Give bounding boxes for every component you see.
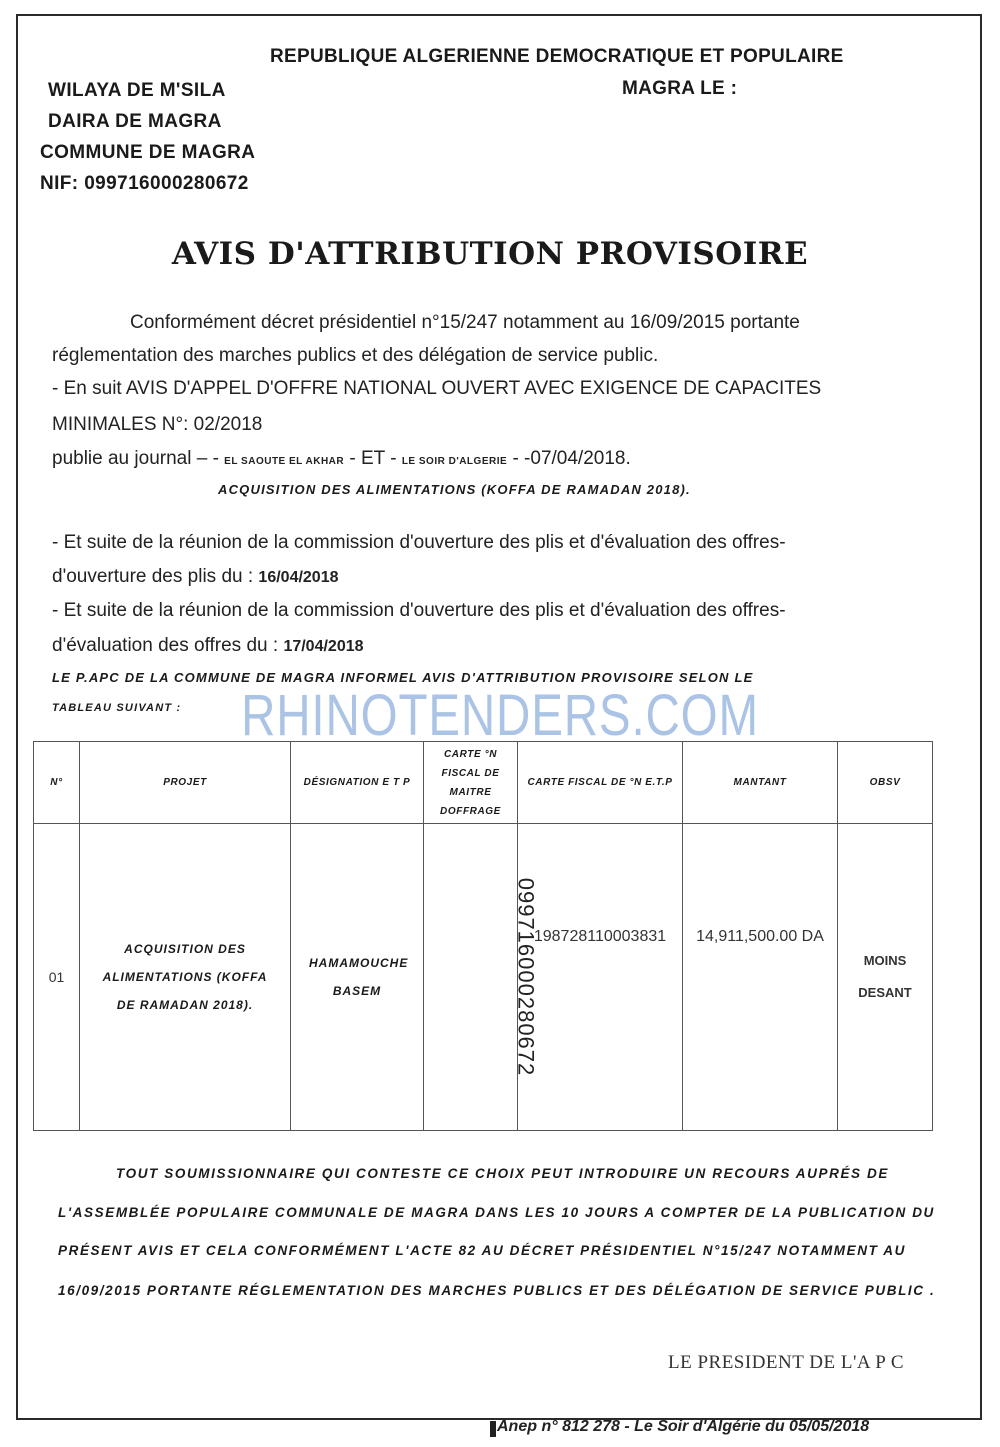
published-date: - -07/04/2018. <box>512 448 631 469</box>
meeting-2-line-a: - Et suite de la réunion de la commission d'ouverture des plis et d'évaluation des offres- <box>52 600 786 621</box>
table-header-row <box>34 742 933 824</box>
inform-line-1: LE P.APC DE LA COMMUNE DE MAGRA INFORMEL AVIS D'ATTRIBUTION PROVISOIRE SELON LE <box>52 670 754 685</box>
watermark: RHINOTENDERS.COM <box>241 683 759 748</box>
recours-line-3: PRÉSENT AVIS ET CELA CONFORMÉMENT L'ACTE 82 AU DÉCRET PRÉSIDENTIEL N°15/247 NOTAMMENT AU <box>58 1243 906 1258</box>
anep-reference: Anep n° 812 278 - Le Soir d'Algérie du 05/05/2018 <box>497 1418 870 1435</box>
republic-heading: REPUBLIQUE ALGERIENNE DEMOCRATIQUE ET POPULAIRE <box>270 46 844 67</box>
body-line-1: Conformément décret présidentiel n°15/247 notamment au 16/09/2015 portante <box>130 312 800 333</box>
body-line-5 <box>52 448 631 470</box>
body-line-3: - En suit AVIS D'APPEL D'OFFRE NATIONAL OUVERT AVEC EXIGENCE DE CAPACITES <box>52 378 822 399</box>
cell-obs: MOINS DESANT <box>838 824 933 1131</box>
award-table <box>33 741 933 1131</box>
cell-designation: HAMAMOUCHE BASEM <box>291 824 424 1131</box>
header-carte-mo: CARTE °N FISCAL DE MAITRE DOFFRAGE <box>424 742 518 824</box>
place-date: MAGRA LE : <box>622 78 738 99</box>
meeting-1-line-b <box>52 566 339 588</box>
recours-line-4: 16/09/2015 PORTANTE RÉGLEMENTATION DES MARCHES PUBLICS ET DES DÉLÉGATION DE SERVICE PUBLIC . <box>58 1283 936 1298</box>
recours-line-1: TOUT SOUMISSIONNAIRE QUI CONTESTE CE CHOIX PEUT INTRODUIRE UN RECOURS AUPRÉS DE <box>116 1166 889 1181</box>
header-num: N° <box>34 742 80 824</box>
cell-num: 01 <box>34 824 80 1131</box>
page-title: AVIS D'ATTRIBUTION PROVISOIRE <box>171 236 809 272</box>
meeting-1-date: 16/04/2018 <box>258 569 339 586</box>
cell-montant: 14,911,500.00 DA <box>683 824 838 1131</box>
header-carte-etp: CARTE FISCAL DE °N E.T.P <box>518 742 683 824</box>
body-line-4: MINIMALES N°: 02/2018 <box>52 414 263 435</box>
cell-projet: ACQUISITION DES ALIMENTATIONS (KOFFA DE RAMADAN 2018). <box>80 824 291 1131</box>
nif-line: NIF: 099716000280672 <box>40 173 249 194</box>
wilaya-line: WILAYA DE M'SILA <box>48 80 226 101</box>
newspaper-1: EL SAOUTE EL AKHAR <box>224 456 345 467</box>
recours-line-2: L'ASSEMBLÉE POPULAIRE COMMUNALE DE MAGRA DANS LES 10 JOURS A COMPTER DE LA PUBLICATION DU <box>58 1205 935 1220</box>
header-designation: DÉSIGNATION E T P <box>291 742 424 824</box>
signature: LE PRESIDENT DE L'A P C <box>668 1352 905 1373</box>
meeting-1-label: d'ouverture des plis du : <box>52 566 254 587</box>
header-projet: PROJET <box>80 742 291 824</box>
daira-line: DAIRA DE MAGRA <box>48 111 222 132</box>
anep-marker <box>490 1421 496 1437</box>
subject-line: ACQUISITION DES ALIMENTATIONS (KOFFA DE RAMADAN 2018). <box>218 482 691 497</box>
inform-line-2: TABLEAU SUIVANT : <box>52 702 182 714</box>
cell-carte-mo <box>424 824 539 1131</box>
meeting-2-line-b <box>52 635 364 657</box>
newspaper-2: LE SOIR D'ALGERIE <box>401 456 508 467</box>
vertical-nif-text: 099716000280672 <box>513 877 539 1077</box>
published-and: - ET - <box>349 448 397 469</box>
published-prefix: publie au journal – - <box>52 448 219 469</box>
table-row <box>34 824 933 1131</box>
header-montant: MANTANT <box>683 742 838 824</box>
header-obs: OBSV <box>838 742 933 824</box>
meeting-1-line-a: - Et suite de la réunion de la commission d'ouverture des plis et d'évaluation des offres- <box>52 532 786 553</box>
meeting-2-label: d'évaluation des offres du : <box>52 635 279 656</box>
cell-carte-etp: 198728110003831 <box>518 824 683 1131</box>
commune-line: COMMUNE DE MAGRA <box>40 142 256 163</box>
issuer-block <box>40 80 255 204</box>
meeting-2-date: 17/04/2018 <box>283 638 364 655</box>
body-line-2: réglementation des marches publics et des délégation de service public. <box>52 345 659 366</box>
